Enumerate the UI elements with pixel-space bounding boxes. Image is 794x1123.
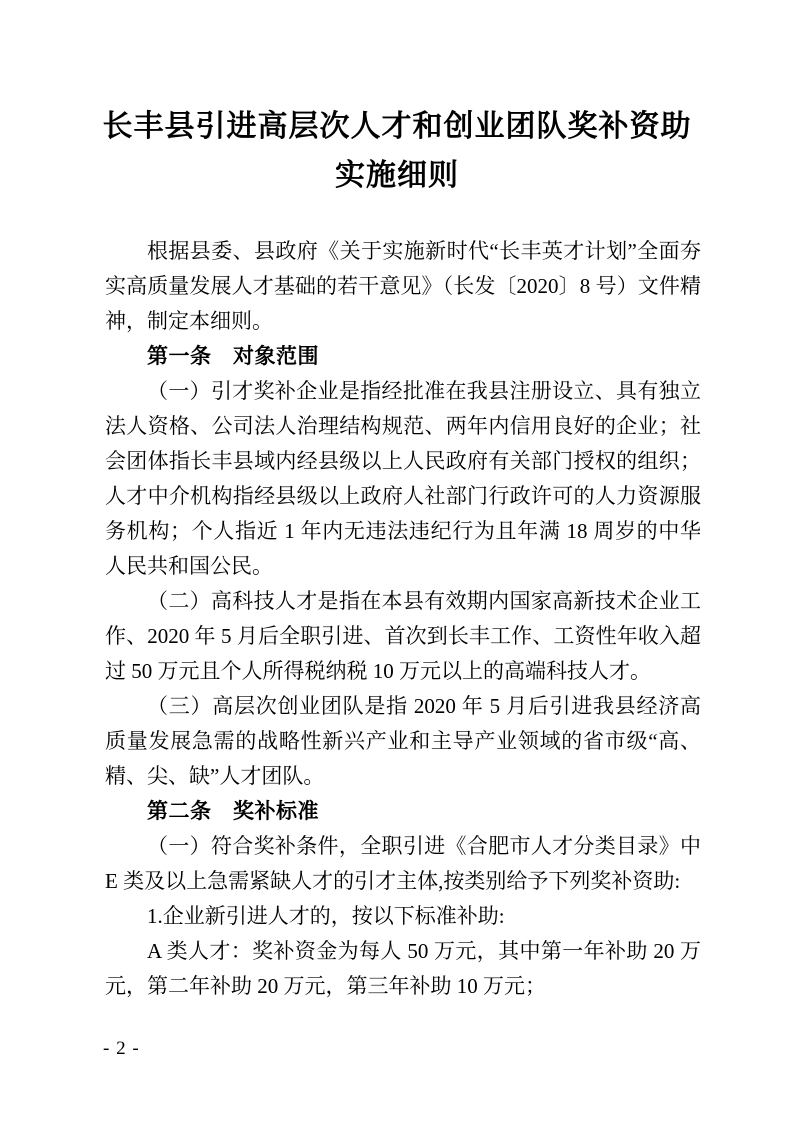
item-1-new-talent-subsidy: 1.企业新引进人才的，按以下标准补助: xyxy=(147,904,505,928)
page-number: - 2 - xyxy=(103,1038,140,1059)
clause-3-startup-teams: （三）高层次创业团队是指 2020 年 5 月后引进我县经济高质量发展急需的战略性新兴产业和主导产业领域的省市级“高、精、尖、缺”人才团队。 xyxy=(105,694,701,788)
heading-article-1: 第一条 对象范围 xyxy=(147,345,319,368)
clause-reward-conditions: （一）符合奖补条件，全职引进《合肥市人才分类目录》中 E 类及以上急需紧缺人才的引才主体,按类别给予下列奖补资助: xyxy=(105,834,701,893)
document-title xyxy=(60,102,734,200)
document-body xyxy=(105,234,701,1004)
document-title-line-1: 长丰县引进高层次人才和创业团队奖补资助 xyxy=(102,110,692,143)
heading-article-2: 第二条 奖补标准 xyxy=(147,800,319,823)
clause-1-reward-enterprises: （一）引才奖补企业是指经批准在我县注册设立、具有独立法人资格、公司法人治理结构规范、两年内信用良好的企业；社会团体指长丰县域内经县级以上人民政府有关部门授权的组织；人才中介机构指经县级以上政府人社部门行政许可的人力资源服务机构；个人指近 1 年内无违法违纪行为且年满 18 周岁的中华人民共和国公民。 xyxy=(105,379,701,578)
paragraph-intro: 根据县委、县政府《关于实施新时代“长丰英才计划”全面夯实高质量发展人才基础的若干意见》（长发〔2020〕8 号）文件精神，制定本细则。 xyxy=(105,239,701,333)
clause-2-hightech-talent: （二）高科技人才是指在本县有效期内国家高新技术企业工作、2020 年 5 月后全职引进、首次到长丰工作、工资性年收入超过 50 万元且个人所得税纳税 10 万元以上的高端科技人才。 xyxy=(105,589,701,683)
document-title-line-2: 实施细则 xyxy=(335,159,459,192)
item-class-a-talent-subsidy: A 类人才：奖补资金为每人 50 万元，其中第一年补助 20 万元，第二年补助 20 万元，第三年补助 10 万元； xyxy=(105,939,701,998)
